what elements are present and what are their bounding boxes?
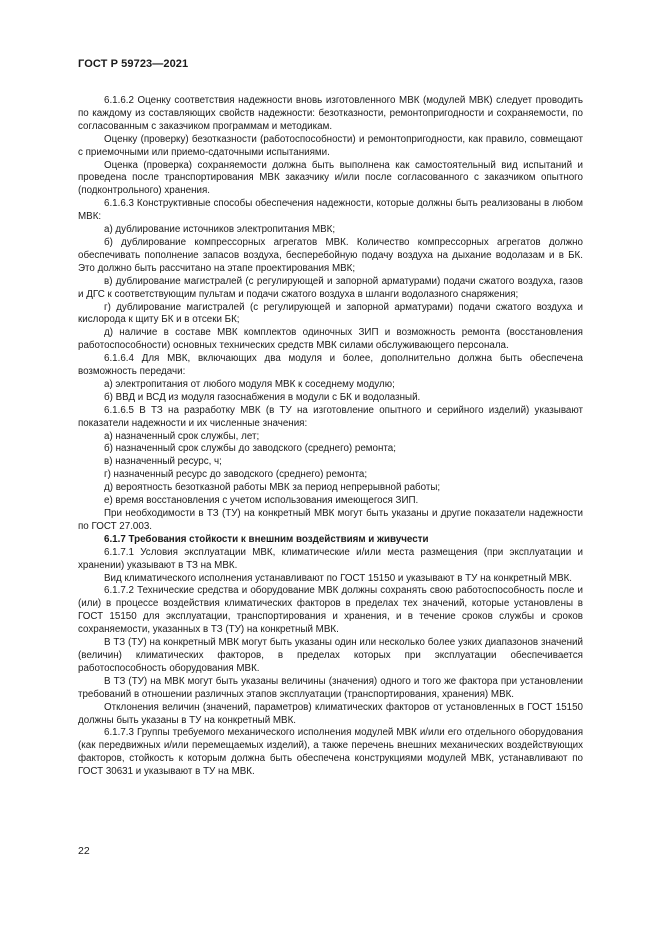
list-item: г) назначенный ресурс до заводского (среднего) ремонта; (104, 469, 368, 481)
list-item: д) вероятность безотказной работы МВК за период непрерывной работы; (104, 482, 441, 494)
list-item: а) дублирование источников электропитания МВК; (104, 224, 336, 236)
list-item: в) назначенный ресурс, ч; (104, 456, 222, 468)
paragraph: Оценку (проверку) безотказности (работоспособности) и ремонтопригодности, как правило, совмещают с приемочными или приемо-сдаточными испытаниями. (78, 133, 583, 158)
paragraph: 6.1.7.2 Технические средства и оборудование МВК должны сохранять свою работоспособность после и (или) в процессе воздействия климатических факторов в пределах тех значений, которые установлены в ГОСТ 15150 для эксплуатации, транспортирования и хранения, и в течение сроков службы и сроков сохраняемости, указанных в ТЗ (ТУ) на конкретный МВК. (78, 585, 583, 636)
paragraph: Оценка (проверка) сохраняемости должна быть выполнена как самостоятельный вид испытаний и проведена после транспортирования МВК заказчику и/или после согласованного с заказчиком опытного (подконтрольного) хранения. (78, 159, 583, 197)
list-item: б) ВВД и ВСД из модуля газоснабжения в модули с БК и водолазный. (104, 391, 421, 403)
paragraph: 6.1.6.4 Для МВК, включающих два модуля и более, дополнительно должна быть обеспечена возможность передачи: (78, 353, 583, 378)
document-header: ГОСТ Р 59723—2021 (78, 58, 189, 70)
document-body (78, 95, 583, 779)
paragraph: 6.1.6.5 В ТЗ на разработку МВК (в ТУ на изготовление опытного и серийного изделий) указывают показатели надежности и их численные значения: (78, 404, 583, 429)
list-item: б) дублирование компрессорных агрегатов МВК. Количество компрессорных агрегатов должно обеспечивать пополнение запасов воздуха, бесперебойную подачу воздуха на дыхание водолазам и в БК. Это должно быть рассчитано на этапе проектирования МВК; (78, 236, 583, 274)
list-item: г) дублирование магистралей (с регулирующей и запорной арматурами) подачи сжатого воздуха и кислорода к щиту БК и в отсеки БК; (78, 301, 583, 326)
list-item: е) время восстановления с учетом использования имеющегося ЗИП. (104, 495, 419, 507)
paragraph: 6.1.7.1 Условия эксплуатации МВК, климатические и/или места размещения (при эксплуатации и хранении) указывают в ТЗ на МВК. (78, 546, 583, 571)
paragraph: 6.1.7.3 Группы требуемого механического исполнения модулей МВК и/или его отдельного оборудования (как передвижных и/или перемещаемых изделий), а также перечень внешних механических воздействующих факторов, стойкость к которым должна быть обеспечена конструкциями модулей МВК, устанавливают по ГОСТ 30631 и указывают в ТУ на МВК. (78, 727, 583, 778)
paragraph: В ТЗ (ТУ) на МВК могут быть указаны величины (значения) одного и того же фактора при установлении требований в отношении различных этапов эксплуатации (транспортирования, хранения) МВК. (78, 675, 583, 700)
list-item: д) наличие в составе МВК комплектов одиночных ЗИП и возможность ремонта (восстановления работоспособности) основных технических средств МВК силами обслуживающего персонала. (78, 327, 583, 352)
paragraph: При необходимости в ТЗ (ТУ) на конкретный МВК могут быть указаны и другие показатели надежности по ГОСТ 27.003. (78, 508, 583, 532)
paragraph: 6.1.6.2 Оценку соответствия надежности вновь изготовленного МВК (модулей МВК) следует проводить по каждому из составляющих свойств надежности: безотказности, ремонтопригодности и сохраняемости, по согласованным с заказчиком программам и методикам. (78, 95, 583, 132)
list-item: а) электропитания от любого модуля МВК к соседнему модулю; (104, 378, 395, 390)
paragraph: Вид климатического исполнения устанавливают по ГОСТ 15150 и указывают в ТУ на конкретный МВК. (104, 572, 573, 584)
paragraph: 6.1.6.3 Конструктивные способы обеспечения надежности, которые должны быть реализованы в любом МВК: (78, 198, 583, 223)
paragraph: Отклонения величин (значений, параметров) климатических факторов от установленных в ГОСТ 15150 должны быть указаны в ТУ на конкретный МВК. (78, 701, 583, 726)
section-heading: 6.1.7 Требования стойкости к внешним воздействиям и живучести (104, 533, 429, 545)
paragraph: В ТЗ (ТУ) на конкретный МВК могут быть указаны один или несколько более узких диапазонов значений (величин) климатических факторов, в пределах которых при эксплуатации обеспечивается работоспособность оборудования МВК. (78, 637, 583, 674)
list-item: а) назначенный срок службы, лет; (104, 430, 260, 442)
list-item: в) дублирование магистралей (с регулирующей и запорной арматурами) подачи сжатого воздуха, газов и ДГС к соответствующим пультам и подачи сжатого воздуха в шланги водолазного снаряжения; (78, 275, 583, 300)
list-item: б) назначенный срок службы до заводского (среднего) ремонта; (104, 443, 396, 455)
page-number: 22 (78, 845, 90, 857)
